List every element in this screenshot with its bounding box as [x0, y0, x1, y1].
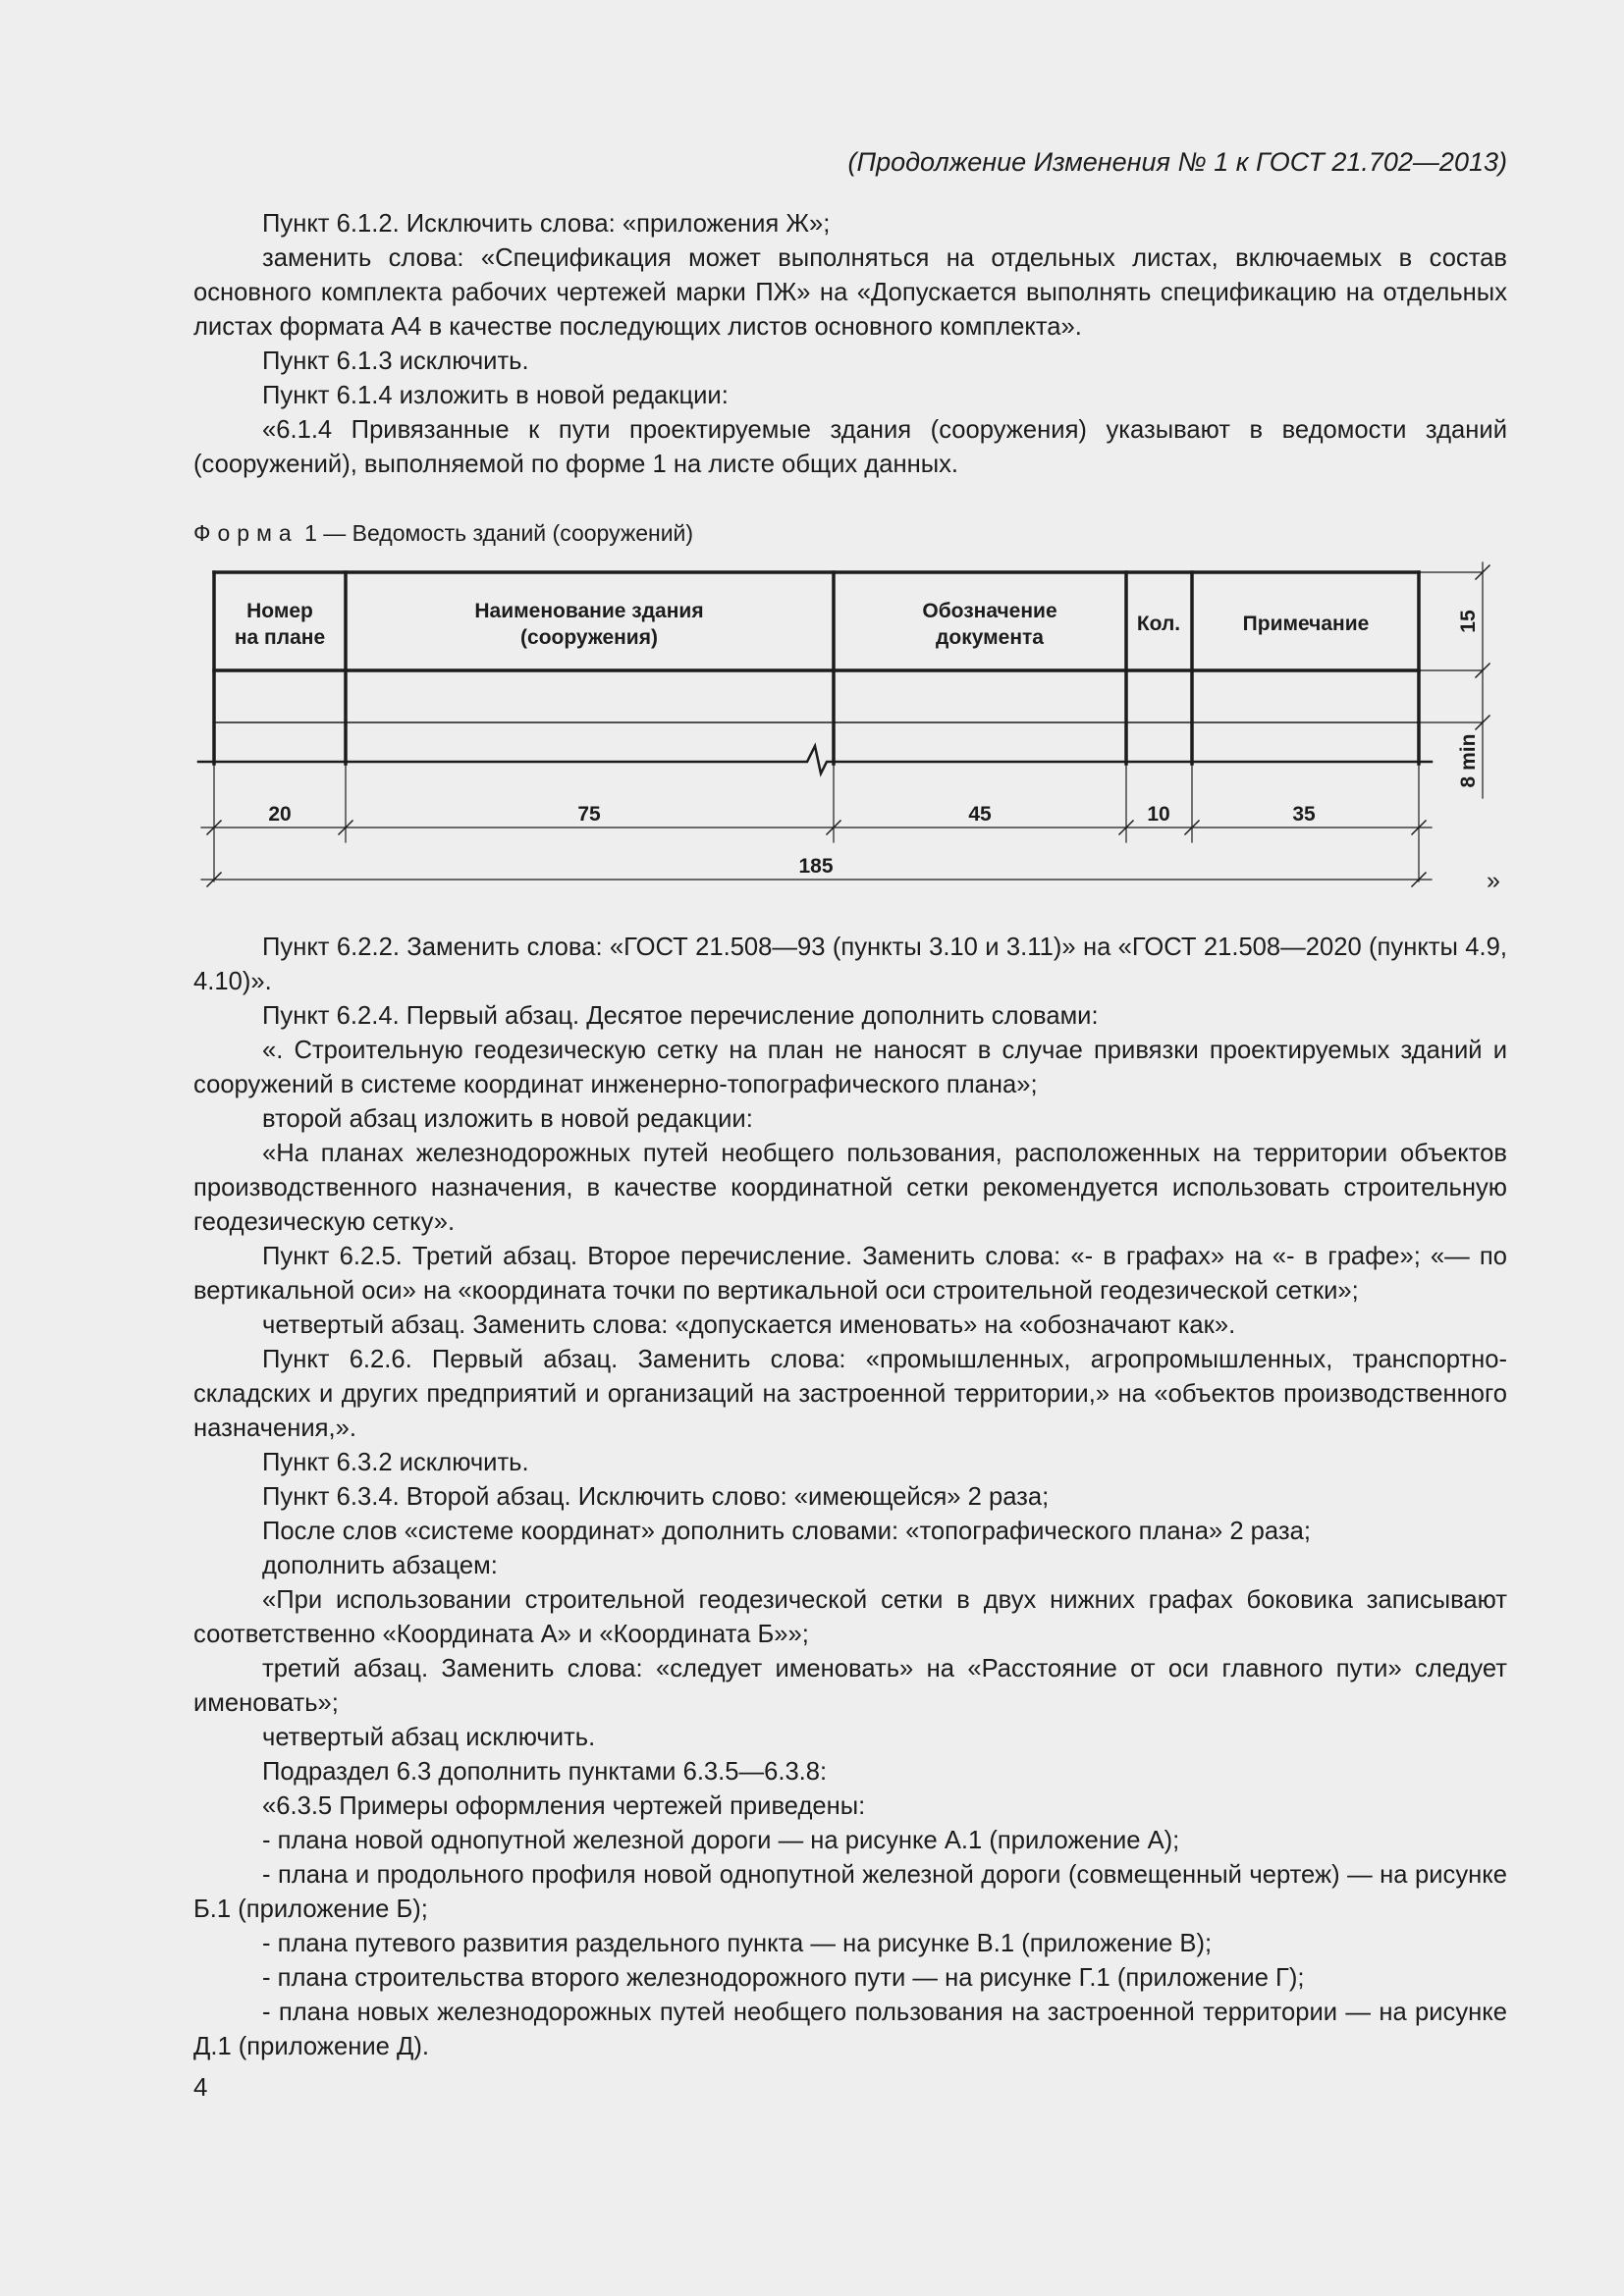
dim-label-col-3: 45	[968, 803, 992, 826]
paragraph: четвертый абзац исключить.	[262, 1724, 596, 1751]
paragraph: «На планах железнодорожных путей необщего пользования, расположенных на территории объектов производственного назначения, в качестве координатной сетки рекомендуется использовать строительную геодезическую сетку».	[193, 1140, 1507, 1236]
paragraph: Пункт 6.2.4. Первый абзац. Десятое перечисление дополнить словами:	[262, 1002, 1099, 1030]
form-caption	[193, 518, 693, 548]
col-header-1-line2: на плане	[234, 626, 326, 649]
col-header-5: Примечание	[1242, 613, 1370, 635]
col-header-3-line1: Обозначение	[922, 600, 1057, 622]
paragraph: После слов «системе координат» дополнить словами: «топографического плана» 2 раза;	[262, 1518, 1311, 1545]
paragraph: Пункт 6.1.4 изложить в новой редакции:	[262, 382, 729, 409]
col-header-2-line1: Наименование здания	[474, 600, 704, 622]
paragraph: «. Строительную геодезическую сетку на план не наносят в случае привязки проектируемых зданий и сооружений в системе координат инженерно-топографического плана»;	[193, 1037, 1507, 1098]
closing-quote: »	[1487, 867, 1500, 894]
break-line	[198, 746, 1432, 774]
form-caption-title: 1 — Ведомость зданий (сооружений)	[298, 520, 694, 546]
paragraph: Пункт 6.3.4. Второй абзац. Исключить слово: «имеющейся» 2 раза;	[262, 1483, 1050, 1511]
page-number: 4	[193, 2072, 208, 2102]
paragraph: - плана новой однопутной железной дороги — на рисунке А.1 (приложение А);	[262, 1827, 1180, 1854]
dim-label-total: 185	[798, 855, 834, 878]
dim-label-col-2: 75	[577, 803, 601, 826]
dim-label-row-height: 8 min	[1457, 733, 1480, 788]
dim-label-col-4: 10	[1147, 803, 1170, 826]
paragraph: - плана и продольного профиля новой однопутной железной дороги (совмещенный чертеж) — на рисунке Б.1 (приложение Б);	[193, 1861, 1507, 1923]
paragraph: Пункт 6.2.2. Заменить слова: «ГОСТ 21.508—93 (пункты 3.10 и 3.11)» на «ГОСТ 21.508—2020 (пункты 4.9, 4.10)».	[193, 934, 1507, 995]
paragraph: - плана строительства второго железнодорожного пути — на рисунке Г.1 (приложение Г);	[262, 1964, 1305, 1992]
paragraph: «При использовании строительной геодезической сетки в двух нижних графах боковика записывают соответственно «Координата А» и «Координата Б»»;	[193, 1586, 1507, 1648]
paragraph: Пункт 6.2.5. Третий абзац. Второе перечисление. Заменить слова: «- в графах» на «- в графе»; «— по вертикальной оси» на «координата точки по вертикальной оси строительной геодезической сетки»;	[193, 1243, 1507, 1305]
paragraph: «6.3.5 Примеры оформления чертежей приведены:	[262, 1792, 866, 1820]
dim-label-col-1: 20	[268, 803, 292, 826]
paragraph: второй абзац изложить в новой редакции:	[262, 1105, 753, 1133]
paragraph: четвертый абзац. Заменить слова: «допускается именовать» на «обозначают как».	[262, 1311, 1236, 1339]
form-1-table-drawing	[187, 558, 1502, 896]
paragraph: - плана новых железнодорожных путей необщего пользования на застроенной территории — на рисунке Д.1 (приложение Д).	[193, 1999, 1507, 2060]
paragraph: третий абзац. Заменить слова: «следует именовать» на «Расстояние от оси главного пути» следует именовать»;	[193, 1655, 1507, 1717]
paragraph: Пункт 6.1.2. Исключить слова: «приложения Ж»;	[262, 210, 831, 238]
form-caption-prefix: Форма	[193, 520, 298, 546]
col-header-3-line2: документа	[936, 626, 1044, 649]
text-block-bottom	[193, 931, 1507, 2064]
paragraph: Пункт 6.2.6. Первый абзац. Заменить слова: «промышленных, агропромышленных, транспортно-складских и других предприятий и организаций на застроенной территории,» на «объектов производственного назначения,».	[193, 1346, 1507, 1442]
col-header-1-line1: Номер	[246, 600, 313, 622]
paragraph: Пункт 6.3.2 исключить.	[262, 1449, 529, 1476]
paragraph: - плана путевого развития раздельного пункта — на рисунке В.1 (приложение В);	[262, 1930, 1213, 1957]
paragraph: «6.1.4 Привязанные к пути проектируемые здания (сооружения) указывают в ведомости зданий (сооружений), выполняемой по форме 1 на листе общих данных.	[193, 416, 1507, 478]
paragraph: дополнить абзацем:	[262, 1552, 498, 1579]
page-header: (Продолжение Изменения № 1 к ГОСТ 21.702—2013)	[847, 147, 1507, 177]
col-header-2-line2: (сооружения)	[520, 626, 658, 649]
dim-label-header-height: 15	[1457, 610, 1480, 633]
dim-label-col-5: 35	[1292, 803, 1316, 826]
paragraph: Пункт 6.1.3 исключить.	[262, 347, 529, 375]
paragraph: Подраздел 6.3 дополнить пунктами 6.3.5—6.3.8:	[262, 1758, 828, 1786]
col-header-4: Кол.	[1136, 613, 1181, 635]
text-block-top	[193, 207, 1507, 482]
paragraph: заменить слова: «Спецификация может выполняться на отдельных листах, включаемых в состав основного комплекта рабочих чертежей марки ПЖ» на «Допускается выполнять спецификацию на отдельных листах формата А4 в качестве последующих листов основного комплекта».	[193, 244, 1507, 341]
